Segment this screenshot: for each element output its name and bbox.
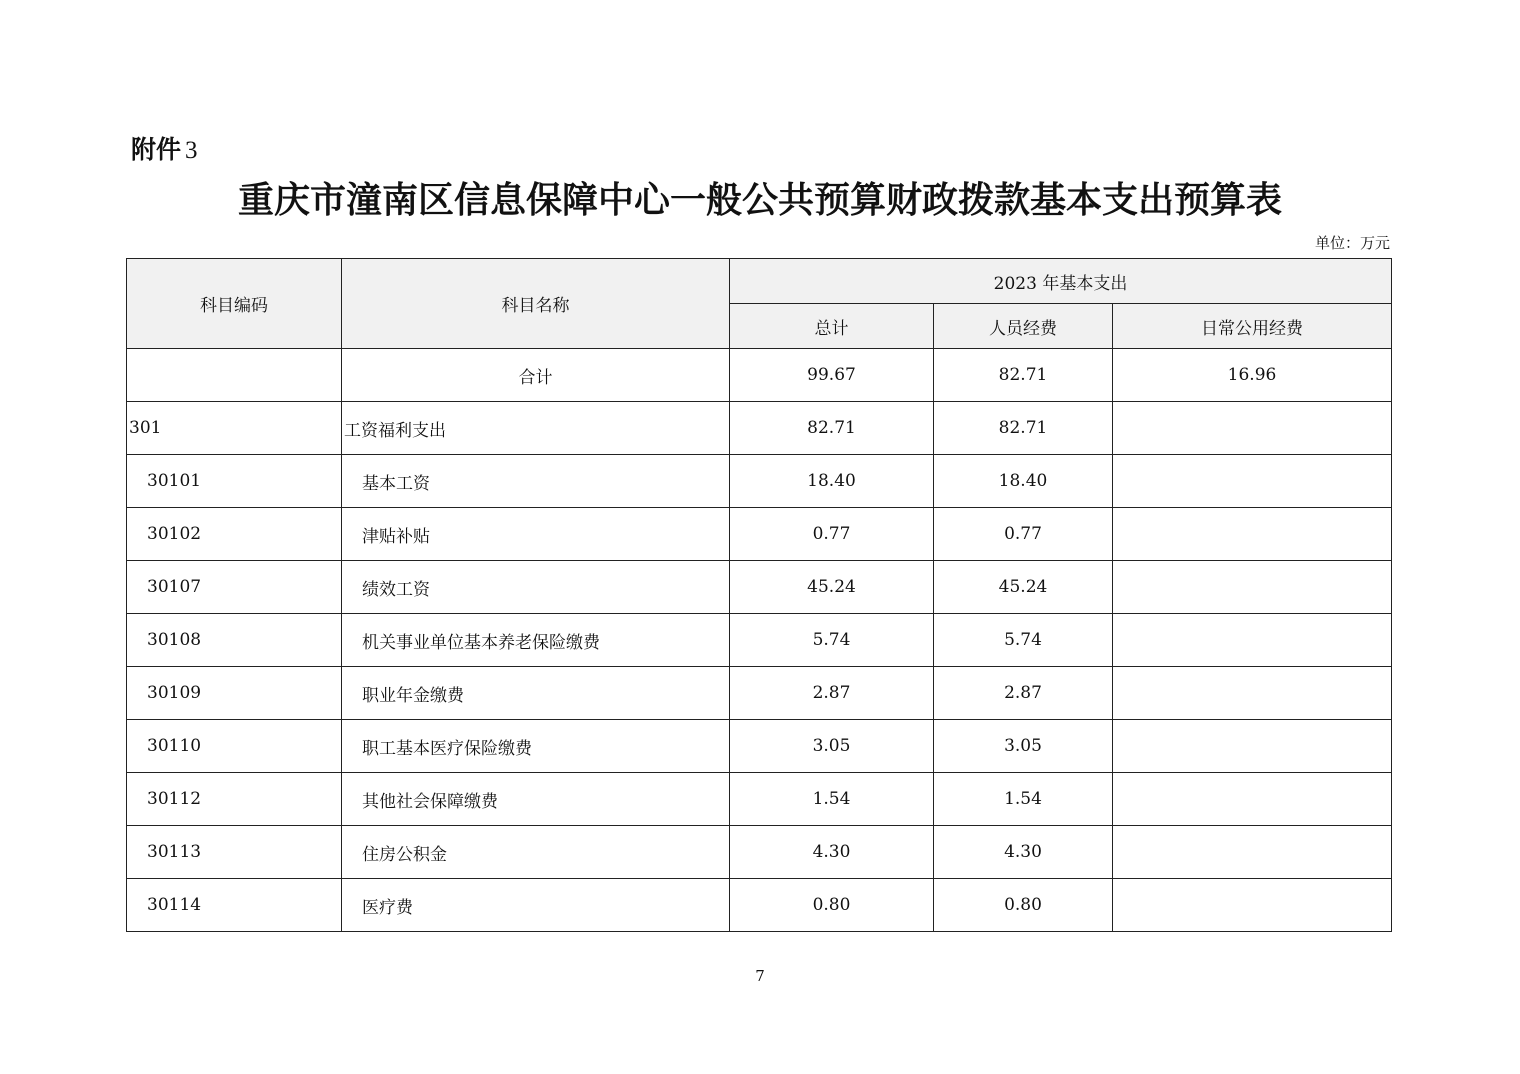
row-public	[1113, 773, 1392, 826]
header-name: 科目名称	[342, 259, 730, 349]
summary-label: 合计	[342, 349, 730, 402]
attachment-label	[131, 130, 198, 166]
row-code: 30110	[127, 720, 342, 773]
row-personnel: 2.87	[934, 667, 1113, 720]
row-total: 1.54	[730, 773, 934, 826]
row-code: 30109	[127, 667, 342, 720]
row-total: 82.71	[730, 402, 934, 455]
row-code: 30108	[127, 614, 342, 667]
row-public	[1113, 508, 1392, 561]
attachment-text: 附件	[131, 135, 182, 164]
unit-label: 单位：万元	[1314, 234, 1390, 252]
table-row	[127, 720, 1392, 773]
row-total: 0.80	[730, 879, 934, 932]
row-public	[1113, 826, 1392, 879]
row-total: 0.77	[730, 508, 934, 561]
summary-personnel: 82.71	[934, 349, 1113, 402]
row-total: 3.05	[730, 720, 934, 773]
row-personnel: 5.74	[934, 614, 1113, 667]
attachment-number: 3	[185, 137, 198, 164]
row-code: 30113	[127, 826, 342, 879]
row-personnel: 82.71	[934, 402, 1113, 455]
document-title: 重庆市潼南区信息保障中心一般公共预算财政拨款基本支出预算表	[237, 179, 1282, 221]
row-public	[1113, 720, 1392, 773]
summary-code	[127, 349, 342, 402]
row-personnel: 0.80	[934, 879, 1113, 932]
row-total: 5.74	[730, 614, 934, 667]
row-total: 45.24	[730, 561, 934, 614]
row-public	[1113, 667, 1392, 720]
row-code: 30114	[127, 879, 342, 932]
row-code: 30102	[127, 508, 342, 561]
row-total: 18.40	[730, 455, 934, 508]
row-public	[1113, 402, 1392, 455]
header-code: 科目编码	[127, 259, 342, 349]
row-personnel: 18.40	[934, 455, 1113, 508]
table-row	[127, 614, 1392, 667]
table-row	[127, 826, 1392, 879]
row-name: 机关事业单位基本养老保险缴费	[342, 614, 730, 667]
summary-row	[127, 349, 1392, 402]
table-row	[127, 508, 1392, 561]
row-name: 绩效工资	[342, 561, 730, 614]
row-personnel: 1.54	[934, 773, 1113, 826]
header-personnel: 人员经费	[934, 304, 1113, 349]
header-total: 总计	[730, 304, 934, 349]
row-name: 住房公积金	[342, 826, 730, 879]
table-row	[127, 561, 1392, 614]
row-personnel: 45.24	[934, 561, 1113, 614]
row-code: 30107	[127, 561, 342, 614]
row-code: 30101	[127, 455, 342, 508]
table-row	[127, 402, 1392, 455]
row-name: 工资福利支出	[342, 402, 730, 455]
summary-total: 99.67	[730, 349, 934, 402]
table-row	[127, 879, 1392, 932]
row-name: 医疗费	[342, 879, 730, 932]
summary-public: 16.96	[1113, 349, 1392, 402]
row-public	[1113, 561, 1392, 614]
row-total: 4.30	[730, 826, 934, 879]
row-personnel: 4.30	[934, 826, 1113, 879]
row-code: 30112	[127, 773, 342, 826]
row-public	[1113, 614, 1392, 667]
table-row	[127, 455, 1392, 508]
row-public	[1113, 879, 1392, 932]
row-public	[1113, 455, 1392, 508]
table-row	[127, 773, 1392, 826]
budget-table	[126, 258, 1392, 932]
row-code: 301	[127, 402, 342, 455]
row-total: 2.87	[730, 667, 934, 720]
header-group: 2023 年基本支出	[730, 259, 1392, 304]
row-name: 基本工资	[342, 455, 730, 508]
header-public: 日常公用经费	[1113, 304, 1392, 349]
page-number: 7	[755, 967, 765, 985]
table-row	[127, 667, 1392, 720]
row-name: 职工基本医疗保险缴费	[342, 720, 730, 773]
row-name: 其他社会保障缴费	[342, 773, 730, 826]
row-personnel: 3.05	[934, 720, 1113, 773]
row-name: 职业年金缴费	[342, 667, 730, 720]
row-name: 津贴补贴	[342, 508, 730, 561]
row-personnel: 0.77	[934, 508, 1113, 561]
